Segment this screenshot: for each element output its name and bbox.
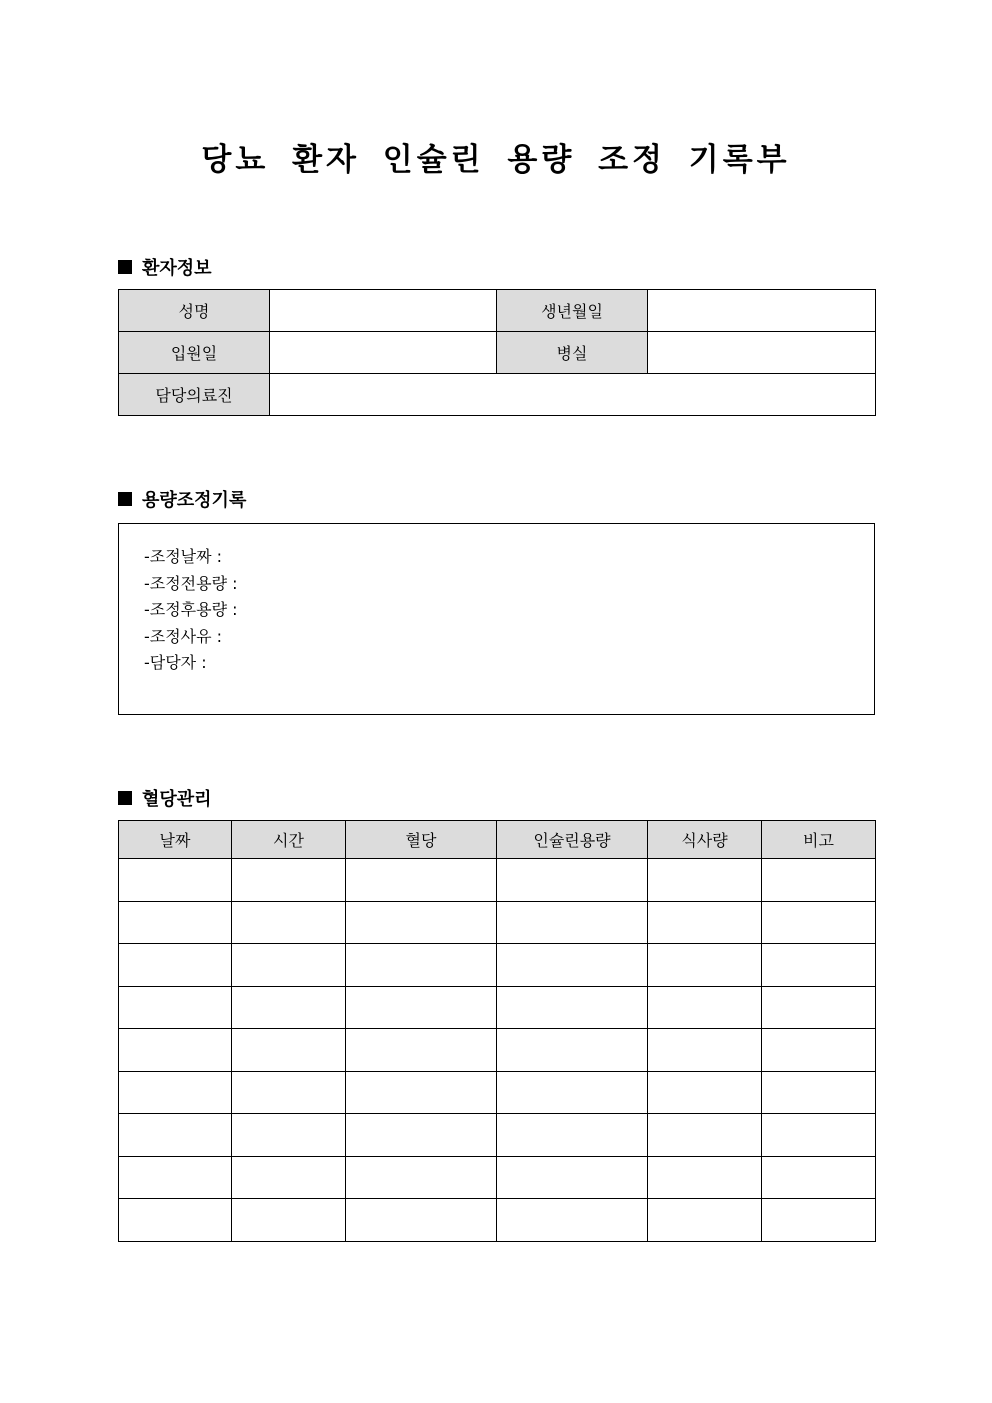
table-row (119, 859, 876, 902)
record-line-date: -조정날짜 : (144, 547, 223, 566)
insulin-cell[interactable] (497, 1114, 648, 1157)
glucose-cell[interactable] (346, 1199, 497, 1242)
birth-field[interactable] (648, 290, 876, 332)
table-row (119, 901, 876, 944)
date-cell[interactable] (119, 986, 232, 1029)
staff-label: 담당의료진 (119, 374, 270, 416)
date-cell[interactable] (119, 1199, 232, 1242)
time-cell[interactable] (232, 1071, 346, 1114)
column-header-date: 날짜 (119, 821, 232, 859)
record-line-after-dose: -조정후용량 : (144, 600, 238, 619)
birth-label: 생년월일 (497, 290, 648, 332)
column-header-insulin: 인슐린용량 (497, 821, 648, 859)
section-heading-label: 용량조정기록 (142, 490, 247, 511)
glucose-cell[interactable] (346, 1156, 497, 1199)
insulin-cell[interactable] (497, 986, 648, 1029)
date-cell[interactable] (119, 1071, 232, 1114)
dose-record-box[interactable] (118, 523, 875, 715)
record-line-reason: -조정사유 : (144, 626, 223, 646)
date-cell[interactable] (119, 1156, 232, 1199)
name-label: 성명 (119, 290, 270, 332)
table-row (119, 944, 876, 987)
section-heading-label: 혈당관리 (142, 789, 212, 810)
insulin-cell[interactable] (497, 944, 648, 987)
column-header-glucose: 혈당 (346, 821, 497, 859)
admission-label: 입원일 (119, 332, 270, 374)
glucose-cell[interactable] (346, 1071, 497, 1114)
ward-field[interactable] (648, 332, 876, 374)
glucose-table (118, 820, 876, 1242)
glucose-cell[interactable] (346, 1114, 497, 1157)
table-row (119, 374, 876, 416)
insulin-cell[interactable] (497, 1071, 648, 1114)
meal-cell[interactable] (648, 1199, 762, 1242)
table-row (119, 1156, 876, 1199)
glucose-table-body (119, 859, 876, 1242)
date-cell[interactable] (119, 1029, 232, 1072)
meal-cell[interactable] (648, 986, 762, 1029)
table-row (119, 1114, 876, 1157)
glucose-cell[interactable] (346, 901, 497, 944)
section-heading-dose (118, 486, 246, 512)
patient-info-table (118, 289, 876, 416)
square-bullet-icon (118, 492, 132, 506)
note-cell[interactable] (762, 1199, 876, 1242)
page-title: 당뇨 환자 인슐린 용량 조정 기록부 (201, 142, 791, 178)
meal-cell[interactable] (648, 1156, 762, 1199)
glucose-cell[interactable] (346, 859, 497, 902)
section-heading-patient (118, 254, 212, 280)
record-line-person: -담당자 : (144, 653, 207, 672)
ward-label: 병실 (497, 332, 648, 374)
note-cell[interactable] (762, 1029, 876, 1072)
insulin-cell[interactable] (497, 1199, 648, 1242)
table-row (119, 1071, 876, 1114)
date-cell[interactable] (119, 944, 232, 987)
meal-cell[interactable] (648, 901, 762, 944)
column-header-note: 비고 (762, 821, 876, 859)
meal-cell[interactable] (648, 944, 762, 987)
glucose-cell[interactable] (346, 944, 497, 987)
table-row (119, 332, 876, 374)
time-cell[interactable] (232, 1114, 346, 1157)
note-cell[interactable] (762, 1071, 876, 1114)
insulin-cell[interactable] (497, 901, 648, 944)
table-row (119, 290, 876, 332)
time-cell[interactable] (232, 1199, 346, 1242)
date-cell[interactable] (119, 901, 232, 944)
note-cell[interactable] (762, 1156, 876, 1199)
table-row (119, 1199, 876, 1242)
glucose-cell[interactable] (346, 986, 497, 1029)
time-cell[interactable] (232, 1029, 346, 1072)
time-cell[interactable] (232, 944, 346, 987)
table-row (119, 986, 876, 1029)
meal-cell[interactable] (648, 1114, 762, 1157)
meal-cell[interactable] (648, 1029, 762, 1072)
note-cell[interactable] (762, 986, 876, 1029)
note-cell[interactable] (762, 1114, 876, 1157)
section-heading-glucose (118, 785, 212, 811)
table-row (119, 1029, 876, 1072)
column-header-time: 시간 (232, 821, 346, 859)
column-header-meal: 식사량 (648, 821, 762, 859)
note-cell[interactable] (762, 859, 876, 902)
meal-cell[interactable] (648, 1071, 762, 1114)
glucose-cell[interactable] (346, 1029, 497, 1072)
name-field[interactable] (270, 290, 497, 332)
staff-field[interactable] (270, 374, 876, 416)
table-header-row (119, 821, 876, 859)
time-cell[interactable] (232, 1156, 346, 1199)
insulin-cell[interactable] (497, 1029, 648, 1072)
section-heading-label: 환자정보 (142, 258, 212, 279)
date-cell[interactable] (119, 859, 232, 902)
time-cell[interactable] (232, 986, 346, 1029)
square-bullet-icon (118, 260, 132, 274)
insulin-cell[interactable] (497, 1156, 648, 1199)
note-cell[interactable] (762, 901, 876, 944)
record-line-before-dose: -조정전용량 : (144, 573, 238, 593)
admission-field[interactable] (270, 332, 497, 374)
insulin-cell[interactable] (497, 859, 648, 902)
date-cell[interactable] (119, 1114, 232, 1157)
time-cell[interactable] (232, 859, 346, 902)
meal-cell[interactable] (648, 859, 762, 902)
square-bullet-icon (118, 791, 132, 805)
time-cell[interactable] (232, 901, 346, 944)
note-cell[interactable] (762, 944, 876, 987)
